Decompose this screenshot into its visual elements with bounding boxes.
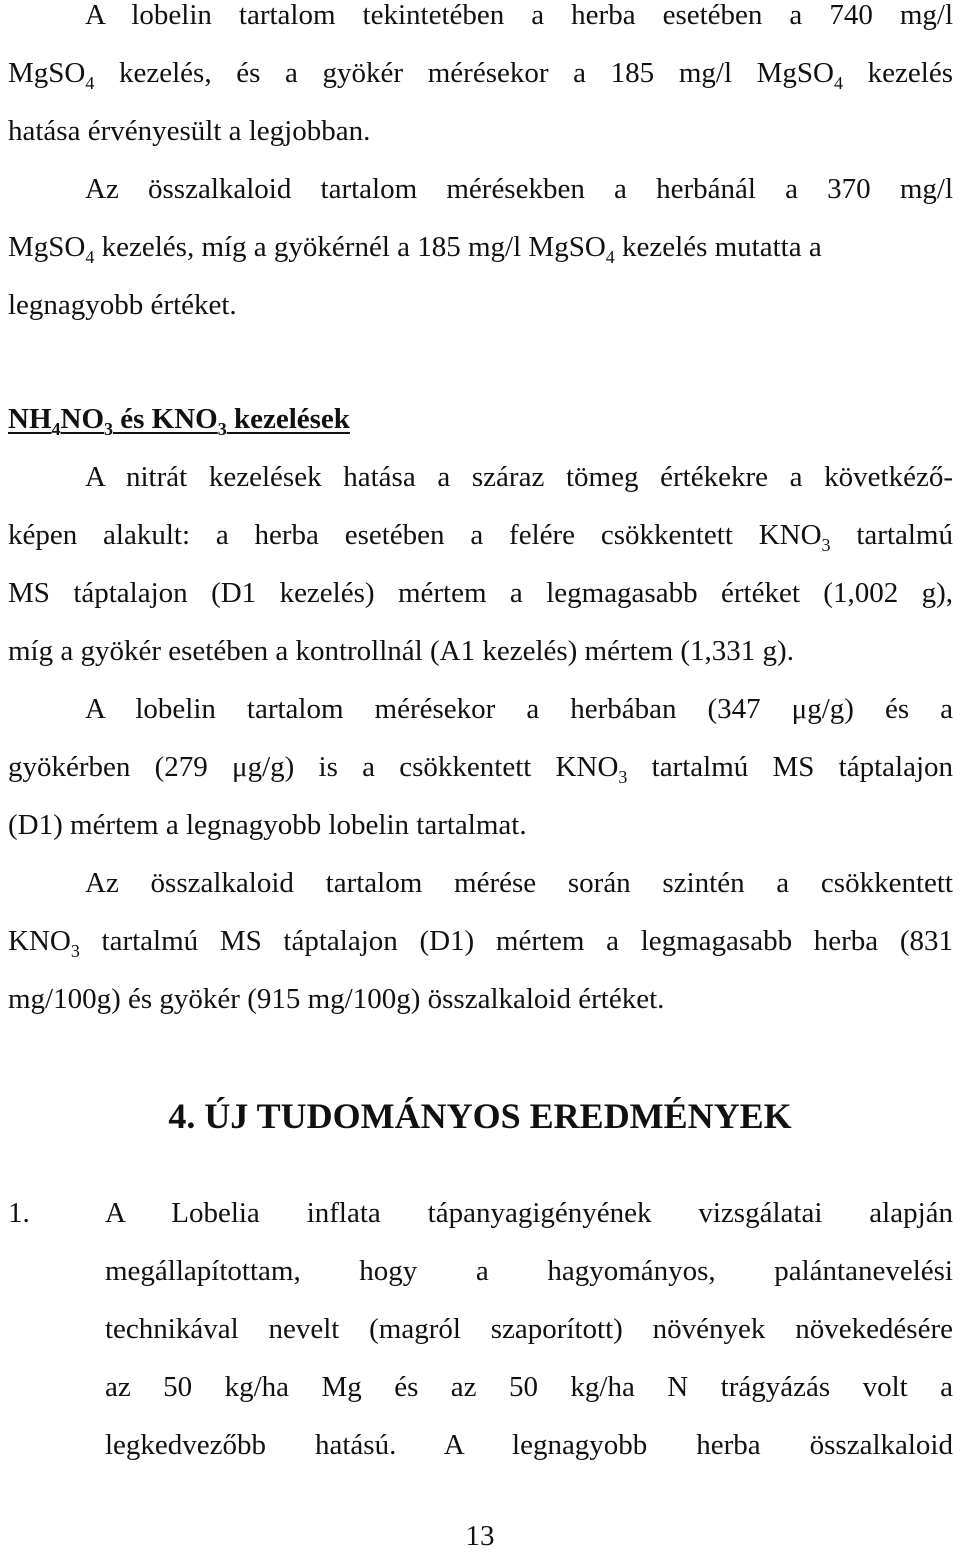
subscript: 4 [85,73,95,93]
paragraph-5-line-1: Az összalkaloid tartalom mérése során szintén a csökkentett [85,867,953,899]
paragraph-2-line-2 [8,232,953,290]
paragraph-2-line-1: Az összalkaloid tartalom mérésekben a herbánál a 370 mg/l [85,173,953,205]
paragraph-3-line-1: A nitrát kezelések hatása a száraz tömeg értékekre a követkéző- [85,461,953,493]
subscript: 3 [821,535,831,555]
subscript: 3 [618,767,628,787]
text-fragment: MgSO [8,231,86,263]
section-heading [8,402,350,439]
heading-fragment: NO [60,403,104,435]
text-fragment: kezelés, és a gyökér mérésekor a 185 mg/l MgSO [94,57,835,89]
list-number: 1. [8,1197,30,1229]
subscript: 4 [834,73,844,93]
paragraph-3-line-3: MS táptalajon (D1 kezelés) mértem a legmagasabb értéket (1,002 g), [8,577,953,609]
heading-fragment: és KNO [113,403,218,435]
text-fragment: tartalmú MS táptalajon (D1) mértem a legmagasabb herba (831 [79,925,953,957]
list-item-line-5: legkedvezőbb hatású. A legnagyobb herba összalkaloid [105,1429,953,1461]
paragraph-2-line-3: legnagyobb értéket. [8,289,237,321]
paragraph-3-line-2 [8,520,953,578]
paragraph-5-line-3: mg/100g) és gyökér (915 mg/100g) összalkaloid értéket. [8,983,665,1015]
text-fragment: tartalmú [830,519,953,551]
text-fragment: KNO [8,925,71,957]
paragraph-1-line-2 [8,58,953,116]
subscript: 3 [70,941,80,961]
list-item-line-2: megállapítottam, hogy a hagyományos, palántanevelési [105,1255,953,1287]
list-item-line-1: A Lobelia inflata tápanyagigényének vizsgálatai alapján [105,1197,953,1229]
heading-subscript: 4 [51,419,61,439]
heading-subscript: 3 [217,419,227,439]
text-fragment: MgSO [8,57,86,89]
heading-subscript: 3 [104,419,113,439]
text-fragment: gyökérben (279 μg/g) is a csökkentett KNO [8,751,619,783]
paragraph-3-line-4: míg a gyökér esetében a kontrollnál (A1 kezelés) mértem (1,331 g). [8,635,794,667]
list-item-line-3: technikával nevelt (magról szaporított) növények növekedésére [105,1313,953,1345]
heading-fragment: kezelések [226,403,350,435]
page-number: 13 [465,1520,495,1552]
paragraph-5-line-2 [8,926,953,984]
text-fragment: kezelés [843,57,953,89]
subscript: 4 [605,247,615,267]
text-fragment: kezelés mutatta a [614,231,822,263]
paragraph-4-line-2 [8,752,953,810]
list-item-line-4: az 50 kg/ha Mg és az 50 kg/ha N trágyázás volt a [105,1371,953,1403]
text-fragment: képen alakult: a herba esetében a felére csökkentett KNO [8,519,822,551]
heading-fragment: NH [8,403,52,435]
chapter-title: 4. ÚJ TUDOMÁNYOS EREDMÉNYEK [168,1096,792,1136]
paragraph-4-line-1: A lobelin tartalom mérésekor a herbában (347 μg/g) és a [85,693,953,725]
paragraph-1-line-1: A lobelin tartalom tekintetében a herba esetében a 740 mg/l [85,0,953,31]
text-fragment: tartalmú MS táptalajon [627,751,954,783]
paragraph-4-line-3: (D1) mértem a legnagyobb lobelin tartalmat. [8,809,527,841]
subscript: 4 [85,247,95,267]
paragraph-1-line-3: hatása érvényesült a legjobban. [8,115,371,147]
text-fragment: kezelés, míg a gyökérnél a 185 mg/l MgSO [94,231,606,263]
